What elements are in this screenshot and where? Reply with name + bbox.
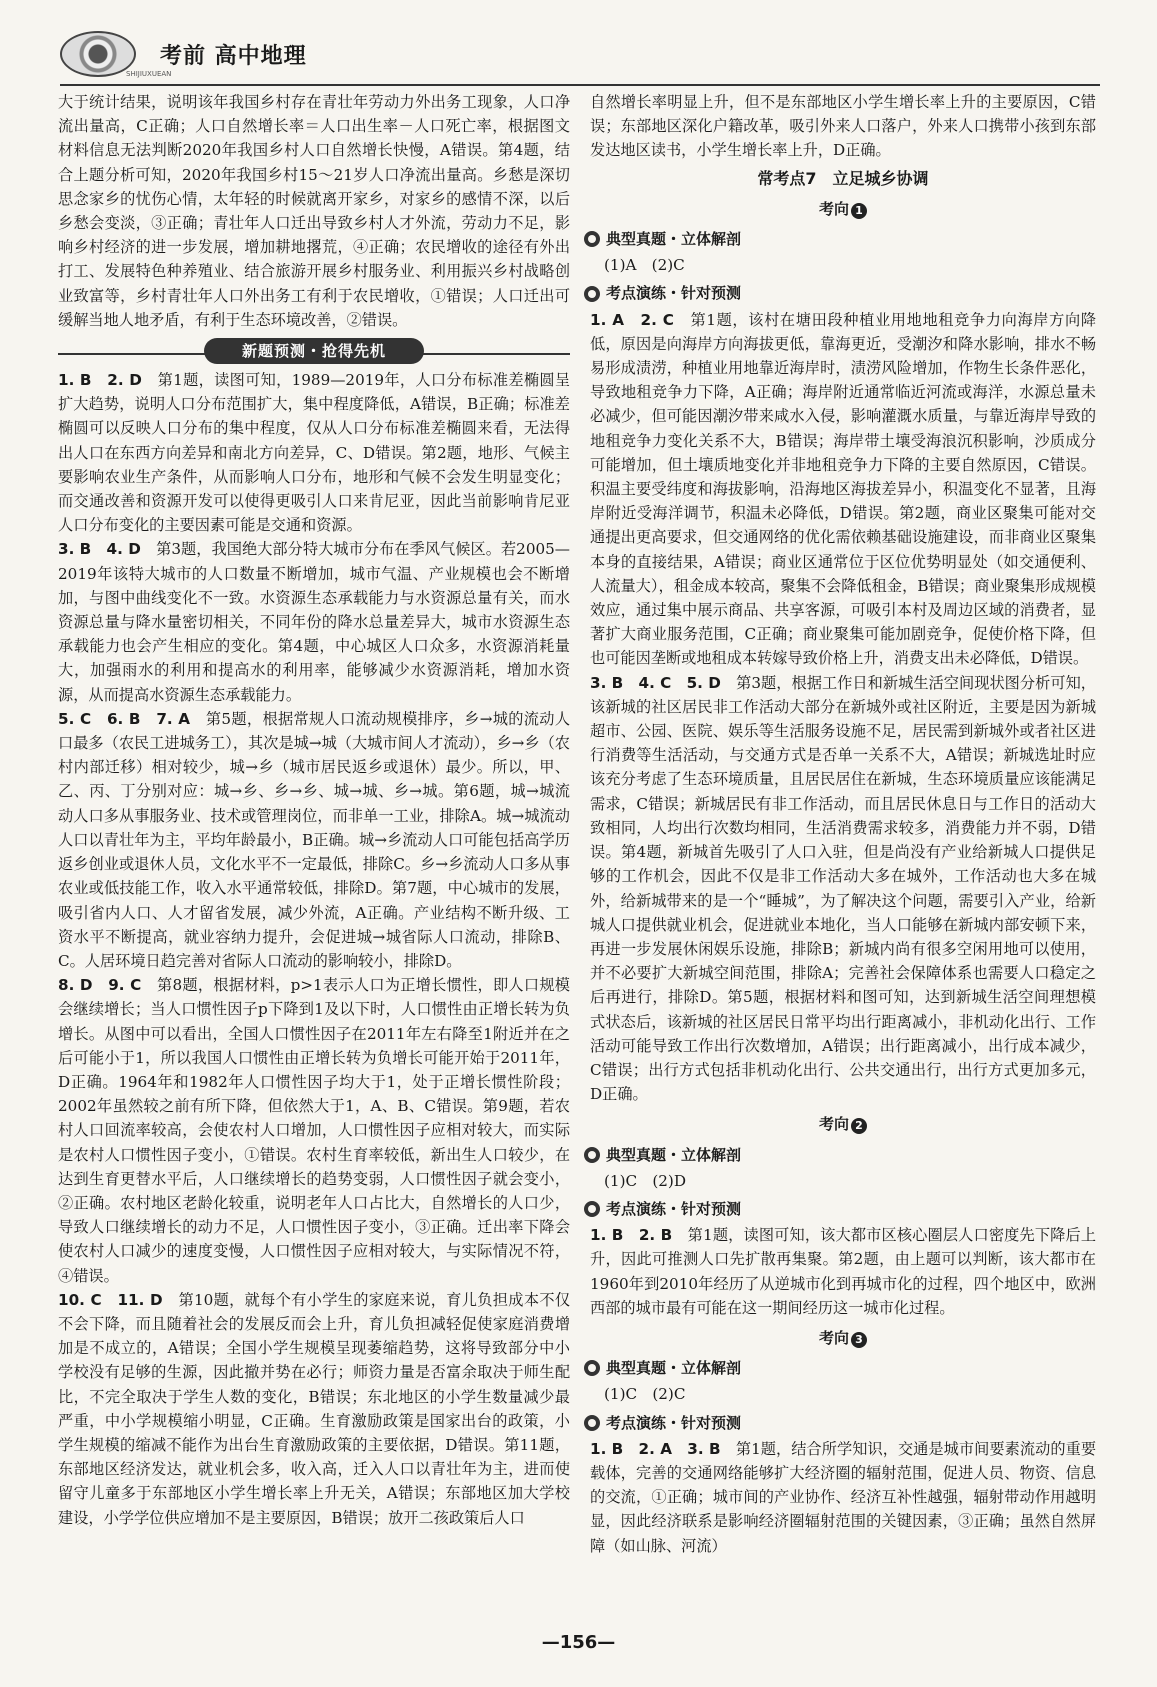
kaoxiang-number: 3: [851, 1332, 867, 1348]
bullet-icon: [584, 1147, 600, 1163]
explanation: 第1题，读图可知，1989—2019年，人口分布标准差椭圆呈扩大趋势，说明人口分布范围扩大，集中程度降低，A错误，B正确；标准差椭圆可以反映人口分布的集中程度，仅从人口分布标准差椭圆来看，无法得出人口在东西方向差异和南北方向差异，C、D错误。第2题，地形、气候主要影响农业生产条件，从而影响人口分布，地形和气候不会发生明显变化；而交通改善和资源开发可以使得更吸引人口来肯尼亚，因此当前影响肯尼亚人口分布变化的主要因素可能是交通和资源。: [58, 371, 571, 535]
answer-block: [590, 1437, 1096, 1558]
kaoxiang-label: 考向: [818, 1328, 849, 1347]
subsection-tag: [584, 1143, 1096, 1167]
subsection-tag: [584, 227, 1096, 251]
explanation: 第1题，结合所学知识，交通是城市间要素流动的重要载体，完善的交通网络能够扩大经济圈的辐射范围，促进人员、物资、信息的交流，①正确；城市间的产业协作、经济互补性越强，辐射带动作用越明显，因此经济联系是影响经济圈辐射范围的关键因素，③正确；虽然自然屏障（如山脉、河流）: [590, 1439, 1097, 1555]
tag-label: 考点演练・针对预测: [606, 284, 742, 303]
question-number: 1. B 2. A 3. B: [590, 1439, 721, 1458]
kaoxiang-number: 1: [851, 203, 867, 219]
kaoxiang-number: 2: [851, 1118, 867, 1134]
kaoxiang-heading: [590, 197, 1096, 221]
bullet-icon: [584, 286, 600, 302]
subsection-tag: [584, 1197, 1096, 1221]
bullet-icon: [584, 1415, 600, 1431]
answer-block: [58, 973, 570, 1288]
header-divider: [60, 84, 1100, 86]
right-column: [590, 90, 1096, 1558]
answer-line: (1)C (2)D: [604, 1171, 687, 1190]
question-number: 3. B 4. C 5. D: [590, 673, 721, 692]
banner-row: [58, 338, 570, 364]
explanation: 第10题，就每个有小学生的家庭来说，育儿负担成本不仅不会下降，而且随着社会的发展反而会上升，育儿负担减轻促使家庭消费增加是不成立的，A错误；全国小学生规模呈现萎缩趋势，这将导致部分中小学校没有足够的生源，因此撤并势在必行；师资力量是否富余取决于师生配比，不完全取决于学生人数的变化，B错误；东北地区的小学生数量减少最严重，中小学规模缩小明显，C正确。生育激励政策是国家出台的政策，小学生规模的缩减不能作为出台生育激励政策的主要依据，D错误。第11题，东部地区经济发达，就业机会多，收入高，迁入人口以青壮年为主，进而使留守儿童多于东部地区小学生增长率上升无关，A错误；东部地区加大学校建设，小学学位供应增加不是主要原因，B错误；放开二孩政策后人口: [58, 1290, 571, 1527]
question-number: 5. C 6. B 7. A: [58, 709, 191, 728]
bullet-icon: [584, 1201, 600, 1217]
answer-block: [58, 537, 570, 706]
kaoxiang-heading: [590, 1326, 1096, 1350]
answer-block: [58, 707, 570, 973]
tag-label: 考点演练・针对预测: [606, 1199, 742, 1218]
answer-block: [58, 1288, 570, 1530]
left-column: [58, 90, 570, 1530]
section-title: 常考点7 立足城乡协调: [757, 168, 929, 188]
explanation: 第5题，根据常规人口流动规模排序，乡→城的流动人口最多（农民工进城务工），其次是城→城（大城市间人才流动），乡→乡（农村内部迁移）相对较少，城→乡（城市居民返乡或退休）最少。所以，甲、乙、丙、丁分别对应：城→乡、乡→乡、城→城、乡→城。第6题，城→城流动人口多从事服务业、技术或管理岗位，而非单一工业，排除A。城→城流动人口以青壮年为主，平均年龄最小，B正确。城→乡流动人口可能包括高学历返乡创业或退休人员，文化水平不一定最低，排除C。乡→乡流动人口多从事农业或低技能工作，收入水平通常较低，排除D。第7题，中心城市的发展，吸引省内人口、人才留省发展，减少外流，A正确。产业结构不断升级、工资水平不断提高，就业容纳力提升，会促进城→城省际人口流动，排除B、C。人居环境日趋完善对省际人口流动的影响较小，排除D。: [58, 709, 571, 970]
explanation: 第8题，根据材料，p>1表示人口为正增长惯性，即人口规模会继续增长；当人口惯性因子p下降到1及以下时，人口惯性由正增长转为负增长。从图中可以看出，全国人口惯性因子在2011年左右降至1附近并在之后可能小于1，所以我国人口惯性由正增长转为负增长可能开始于2011年，D正确。1964年和1982年人口惯性因子均大于1，处于正增长惯性阶段；2002年虽然较之前有所下降，但依然大于1，A、B、C错误。第9题，若农村人口回流率较高，会使农村人口增加，人口惯性因子应相对较大，而实际是农村人口惯性因子变小，①错误。农村生育率较低，新出生人口较少，在达到生育更替水平后，人口继续增长的趋势变弱，人口惯性因子就会变小，②正确。农村地区老龄化较重，说明老年人口占比大，自然增长的人口少，导致人口继续增长的动力不足，人口惯性因子变小，③正确。迁出率下降会使农村人口减少的速度变慢，人口惯性因子应相对较大，与实际情况不符，④错误。: [58, 976, 570, 1285]
question-number: 1. B 2. D: [58, 371, 142, 390]
bullet-icon: [584, 231, 600, 247]
question-number: 1. B 2. B: [590, 1226, 673, 1245]
answer-block: [58, 368, 570, 537]
subsection-tag: [584, 281, 1096, 305]
tag-label: 典型真题・立体解剖: [606, 230, 742, 249]
kaoxiang-label: 考向: [818, 1115, 849, 1134]
bullet-icon: [584, 1360, 600, 1376]
tag-label: 典型真题・立体解剖: [606, 1145, 742, 1164]
tag-label: 典型真题・立体解剖: [606, 1359, 742, 1378]
question-number: 3. B 4. D: [58, 540, 141, 559]
explanation: 第3题，根据工作日和新城生活空间现状图分析可知，该新城的社区居民非工作活动大部分在新城外或社区附近，主要是因为新城超市、公园、医院、娱乐等生活服务设施不足，居民需到新城外或者社区进行消费等生活活动，与交通方式是否单一关系不大，A错误；新城选址时应该充分考虑了生态环境质量，且居民居住在新城，生态环境质量应该能满足需求，C错误；新城居民有非工作活动，而且居民休息日与工作日的活动大致相同，人均出行次数均相同，生活消费需求较多，消费能力并不弱，D错误。第4题，新城首先吸引了人口入驻，但是尚没有产业给新城人口提供足够的工作机会，因此不仅是非工作活动大多在城外，工作活动也大多在城外，给新城带来的是一个“睡城”，为了解决这个问题，需要引入产业，给新城人口提供就业机会，促进就业本地化，当人口能够在新城内部安顿下来，再进一步发展休闲娱乐设施，排除B；新城内尚有很多空闲用地可以使用，并不必要扩大新城空间范围，排除A；完善社会保障体系也需要人口稳定之后再进行，排除D。第5题，根据材料和图可知，达到新城生活空间理想模式状态后，该新城的社区居民日常平均出行距离减小，非机动化出行、工作活动可能导致工作出行次数增加，A错误；出行距离减小，出行成本减少，C错误；出行方式包括非机动化出行、公共交通出行，出行方式更加多元，D正确。: [590, 673, 1096, 1104]
page-header: [60, 28, 1100, 80]
answer-block: [590, 308, 1096, 671]
paragraph: 大于统计结果，说明该年我国乡村存在青壮年劳动力外出务工现象，人口净流出量高，C正确；人口自然增长率＝人口出生率－人口死亡率，根据图文材料信息无法判断2020年我国乡村人口自然增长快慢，A错误。第4题，结合上题分析可知，2020年我国乡村15～21岁人口净流出量高。乡愁是深切思念家乡的忧伤心情，太年轻的时候就离开家乡，对家乡的感情不深，以后乡愁会变淡，③正确；青壮年人口迁出导致乡村人才外流，劳动力不足，影响乡村经济的进一步发展，增加耕地撂荒，④正确；农民增收的途径有外出打工、发展特色种养殖业、结合旅游开展乡村服务业、利用振兴乡村战略创业致富等，乡村青壮年人口外出务工有利于农民增收，①错误；人口迁出可缓解当地人地矛盾，有利于生态环境改善，②错误。: [58, 93, 570, 329]
kaoxiang-label: 考向: [818, 199, 849, 218]
logo-text: SHIJIUXUEAN: [126, 70, 172, 78]
question-number: 10. C 11. D: [58, 1290, 163, 1309]
answer-line: (1)A (2)C: [604, 256, 685, 275]
subsection-tag: [584, 1411, 1096, 1435]
tag-label: 考点演练・针对预测: [606, 1413, 742, 1432]
answer-line: (1)C (2)C: [604, 1385, 686, 1404]
question-number: 8. D 9. C: [58, 976, 142, 995]
page-number: —156—: [541, 1632, 616, 1653]
logo: [60, 31, 136, 77]
header-title: 考前 高中地理: [160, 43, 307, 69]
subsection-tag: [584, 1356, 1096, 1380]
explanation: 第1题，读图可知，该大都市区核心圈层人口密度先下降后上升，因此可推测人口先扩散再集聚。第2题，由上题可以判断，该大都市在1960年到2010年经历了从逆城市化到再城市化的过程，四个地区中，欧洲西部的城市最有可能在这一期间经历这一城市化过程。: [590, 1226, 1097, 1317]
answer-block: [590, 671, 1096, 1107]
kaoxiang-heading: [590, 1112, 1096, 1136]
answer-block: [590, 1223, 1096, 1320]
explanation: 第1题，该村在塘田段种植业用地地租竞争力向海岸方向降低，原因是向海岸方向海拔更低，靠海更近，受潮汐和降水影响，排水不畅易形成渍涝，种植业用地靠近海岸时，渍涝风险增加，作物生长条件恶化，导致地租竞争力下降，A正确；海岸附近通常临近河流或海洋，水源总量未必减少，但可能因潮汐带来咸水入侵，影响灌溉水质量，与靠近海岸导致的地租竞争力变化关系不大，B错误；海岸带土壤受海浪沉积影响，沙质成分可能增加，但土壤质地变化并非地租竞争力下降的主要自然原因，C错误。积温主要受纬度和海拔影响，沿海地区海拔差异小，积温变化不显著，且海岸附近受海洋调节，积温未必降低，D错误。第2题，商业区聚集可能对交通提出更高要求，但交通网络的优化需依赖基础设施建设，而非商业区聚集本身的直接结果，A错误；商业区通常位于区位优势明显处（如交通便利、人流量大），租金成本较高，聚集不会降低租金，B错误；商业聚集形成规模效应，通过集中展示商品、共享客源，可吸引本村及周边区域的消费者，显著扩大商业服务范围，C正确；商业聚集可能加剧竞争，促使价格下降，但也可能因垄断或地租成本转嫁导致价格上升，消费支出未必降低，D错误。: [590, 310, 1097, 668]
question-number: 1. A 2. C: [590, 310, 674, 329]
explanation: 第3题，我国绝大部分特大城市分布在季风气候区。若2005—2019年该特大城市的人口数量不断增加，城市气温、产业规模也会不断增加，与图中曲线变化不一致。水资源生态承载能力与水资源总量有关，而水资源总量与降水量密切相关，不同年份的降水总量差异大，城市水资源生态承载能力也会产生相应的变化。第4题，中心城区人口众多，水资源消耗量大，加强雨水的利用和提高水的利用率，能够减少水资源消耗，增加水资源，从而提高水资源生态承载能力。: [58, 540, 570, 704]
paragraph: 自然增长率明显上升，但不是东部地区小学生增长率上升的主要原因，C错误；东部地区深化户籍改革，吸引外来人口落户，外来人口携带小孩到东部发达地区读书，小学生增长率上升，D正确。: [590, 93, 1096, 160]
section-banner: 新题预测・抢得先机: [204, 338, 424, 364]
